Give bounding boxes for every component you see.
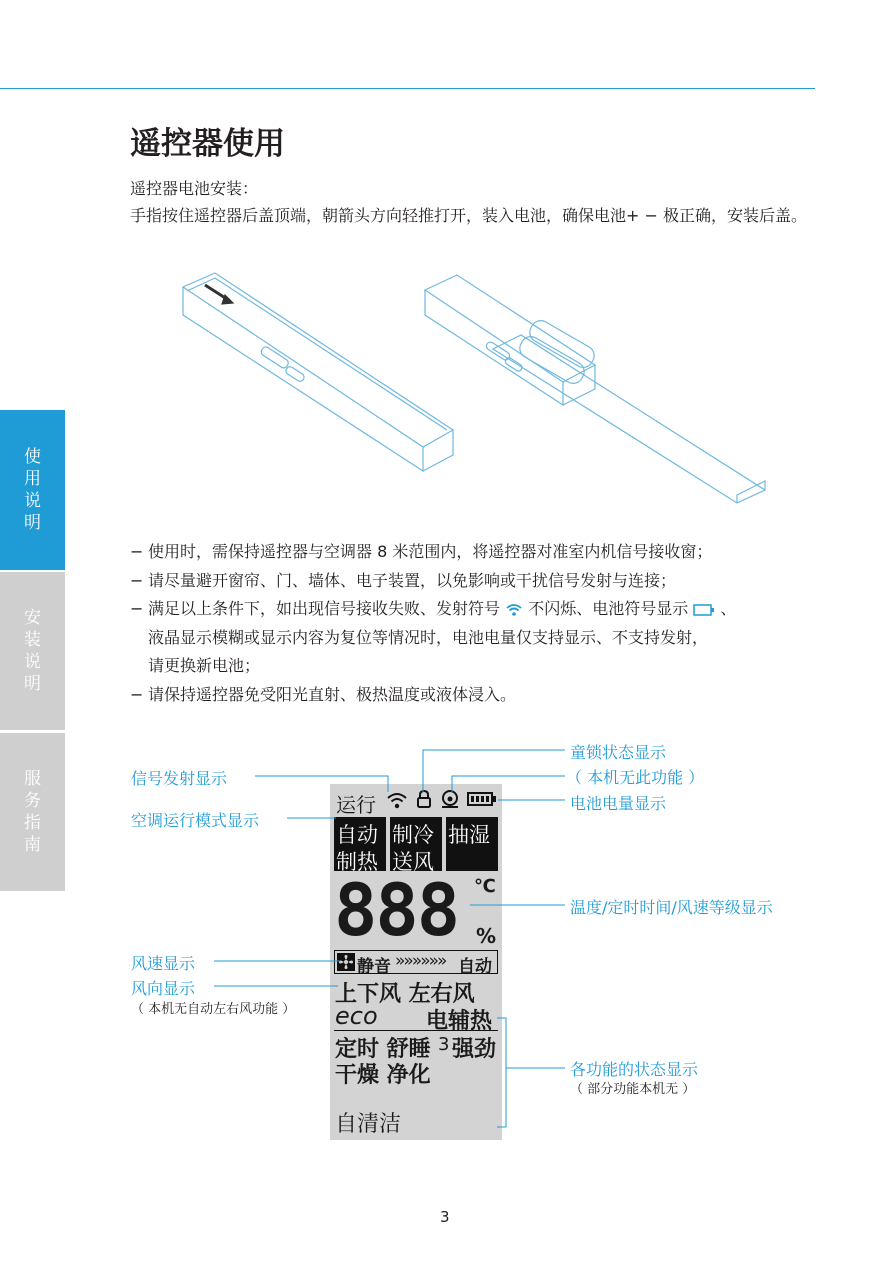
self-clean: 自清洁	[335, 1112, 402, 1137]
note-text: 不闪烁、电池符号显示	[528, 599, 689, 618]
tab-char: 务	[24, 791, 41, 811]
dash: −	[130, 599, 144, 618]
fan-speed-bars: »»»»»»	[395, 951, 446, 971]
temperature-digits: 888	[334, 868, 459, 952]
tab-char: 说	[24, 652, 41, 672]
tab-char: 南	[24, 835, 41, 855]
celsius-unit: ℃	[474, 876, 496, 897]
dash: −	[130, 570, 144, 590]
note-text: 、	[720, 599, 737, 618]
callout-child-lock: 童锁状态显示	[570, 743, 667, 762]
mode-heat: 制热	[336, 850, 378, 874]
battery-heading: 遥控器电池安装：	[130, 179, 259, 198]
swing-direction: 上下风 左右风	[335, 982, 475, 1007]
callout-functions: 各功能的状态显示	[570, 1060, 699, 1079]
dash: −	[130, 684, 144, 704]
battery-instructions: 手指按住遥控器后盖顶端，朝箭头方向轻推打开，装入电池，确保电池+ − 极正确，安装后盖。	[130, 206, 807, 225]
callout-signal: 信号发射显示	[131, 769, 228, 788]
page-number: 3	[440, 1208, 450, 1226]
note-text: 使用时，需保持遥控器与空调器 8 米范围内，将遥控器对准室内机信号接收窗；	[148, 542, 713, 561]
eco-mode: eco	[335, 1002, 378, 1030]
callout-battery: 电池电量显示	[570, 794, 667, 813]
tab-char: 明	[24, 513, 41, 533]
callout-temperature: 温度/定时时间/风速等级显示	[570, 898, 773, 917]
dry-clean: 干燥 净化	[335, 1063, 431, 1088]
note-text: 液晶显示模糊或显示内容为复位等情况时，电池电量仅支持显示、不支持发射，	[148, 627, 709, 647]
tab-char: 说	[24, 491, 41, 511]
strong-mode: 强劲	[452, 1037, 497, 1062]
tab-char: 指	[24, 813, 41, 833]
note-text: 请保持遥控器免受阳光直射、极热温度或液体浸入。	[148, 684, 517, 704]
callout-fan-speed: 风速显示	[131, 954, 196, 973]
page-title: 遥控器使用	[130, 126, 285, 162]
mode-auto: 自动	[336, 823, 378, 847]
note-text: 满足以上条件下，如出现信号接收失败、发射符号	[148, 599, 501, 618]
dash: −	[130, 542, 144, 561]
tab-char: 服	[24, 769, 41, 789]
fan-quiet: 静音	[357, 957, 391, 977]
tab-char: 安	[24, 608, 41, 628]
timer-sleep: 定时 舒睡	[335, 1037, 431, 1062]
mode-dry: 抽湿	[448, 823, 490, 847]
mode-cool: 制冷	[392, 823, 434, 847]
note-text: 请尽量避开窗帘、门、墙体、电子装置，以免影响或干扰信号发射与连接；	[148, 570, 677, 590]
note-text: 请更换新电池；	[148, 656, 261, 675]
fan-auto: 自动	[458, 957, 492, 977]
percent-unit: %	[476, 924, 497, 948]
tab-char: 用	[24, 469, 41, 489]
tab-char: 使	[24, 447, 41, 467]
callout-functions-note: （ 部分功能本机无 ）	[570, 1082, 696, 1097]
mode-fan: 送风	[392, 850, 434, 874]
sleep-number: 3	[438, 1034, 450, 1055]
tab-char: 装	[24, 630, 41, 650]
callout-fan-direction: 风向显示	[131, 979, 196, 998]
callout-fan-direction-note: （ 本机无自动左右风功能 ）	[131, 1002, 296, 1017]
run-indicator: 运行	[336, 793, 376, 817]
callout-mode: 空调运行模式显示	[131, 811, 260, 830]
aux-heat: 电辅热	[426, 1009, 493, 1034]
tab-char: 明	[24, 674, 41, 694]
callout-child-lock-note: （ 本机无此功能 ）	[566, 768, 705, 787]
